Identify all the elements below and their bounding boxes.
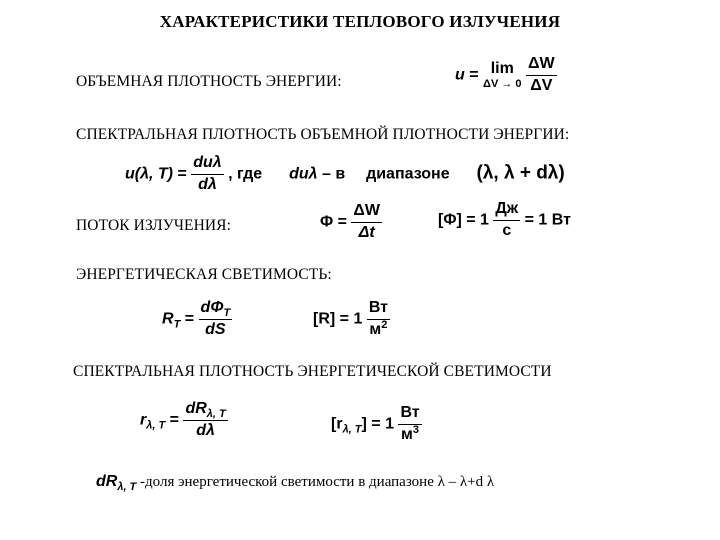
numerator: Дж: [493, 201, 520, 221]
formula-spectral-luminosity: [140, 401, 228, 440]
symbol-u-lambda-T: u(λ, T): [125, 165, 173, 183]
footnote-term: dR: [96, 473, 118, 490]
footnote-text: -доля энергетической светимости в диапазоне λ – λ+d λ: [136, 474, 495, 490]
heading-volume-density: ОБЪЕМНАЯ ПЛОТНОСТЬ ЭНЕРГИИ:: [76, 73, 342, 90]
symbol-u: u: [455, 66, 465, 84]
fraction-J-s: [493, 201, 520, 240]
equals-sign: =: [169, 411, 179, 429]
unit-radiation-flux: [438, 201, 571, 240]
page-title: ХАРАКТЕРИСТИКИ ТЕПЛОВОГО ИЗЛУЧЕНИЯ: [159, 12, 561, 31]
equals-sign: =: [184, 310, 195, 328]
lim-word: lim: [490, 60, 514, 78]
unit-lhs-open: [r: [331, 415, 343, 433]
lim-condition: ΔV → 0: [483, 78, 522, 91]
fraction-W-m3: [398, 405, 421, 444]
unit-eq: = 1: [339, 310, 363, 328]
formula-energetic-luminosity: [162, 300, 232, 339]
symbol-phi: Φ: [320, 213, 334, 231]
denominator-exponent: 3: [412, 423, 420, 436]
range-word: диапазоне: [366, 165, 450, 183]
numerator-subscript: T: [223, 307, 231, 319]
formula-radiation-flux: [320, 203, 382, 242]
symbol-r: r: [140, 411, 147, 429]
fraction-dW-dV: [526, 56, 557, 95]
heading-spectral-volume-density: СПЕКТРАЛЬНАЯ ПЛОТНОСТЬ ОБЪЕМНОЙ ПЛОТНОСТИ ЭНЕРГИИ:: [76, 126, 570, 143]
unit-lhs-close: ]: [361, 415, 367, 433]
fraction-du-dlambda: [191, 155, 223, 194]
numerator-main: dR: [185, 400, 207, 417]
unit-spectral-luminosity: [331, 405, 422, 444]
numerator-main: dΦ: [200, 299, 224, 316]
formula-spectral-volume-density: [125, 155, 565, 194]
heading-radiation-flux: ПОТОК ИЗЛУЧЕНИЯ:: [76, 217, 231, 234]
numerator: Вт: [367, 300, 390, 320]
equals-sign: =: [337, 213, 347, 231]
unit-result: = 1 Вт: [524, 211, 571, 229]
denominator-base: м: [369, 320, 382, 338]
unit-energetic-luminosity: [313, 300, 390, 339]
unit-lhs-subscript: λ, T: [342, 423, 362, 436]
unit-lhs: [R]: [313, 310, 336, 328]
equals-sign: =: [469, 66, 479, 84]
subscript-lambda-T: λ, T: [146, 419, 166, 432]
fraction-dR-dlambda: [183, 401, 227, 440]
fraction-dPhi-dS: [199, 300, 233, 339]
denominator: dλ: [198, 175, 217, 193]
interval-expression: (λ, λ + dλ): [476, 162, 565, 184]
denominator-exponent: 2: [381, 318, 388, 331]
heading-spectral-luminosity: СПЕКТРАЛЬНАЯ ПЛОТНОСТЬ ЭНЕРГЕТИЧЕСКОЙ СВЕТИМОСТИ: [73, 363, 552, 380]
heading-energetic-luminosity: ЭНЕРГЕТИЧЕСКАЯ СВЕТИМОСТЬ:: [76, 266, 332, 283]
term-du-lambda: duλ: [289, 165, 318, 183]
unit-eq: = 1: [371, 415, 394, 433]
denominator: dS: [205, 320, 226, 338]
where-word: , где: [228, 165, 263, 183]
dash-in-word: – в: [321, 165, 346, 183]
equals-sign: =: [177, 165, 187, 183]
fraction-dW-dt: [351, 203, 382, 242]
numerator: [183, 401, 227, 421]
denominator: [367, 320, 389, 339]
symbol-R: R: [162, 310, 174, 328]
footnote-term-subscript: λ, T: [117, 481, 137, 493]
denominator: с: [502, 221, 512, 239]
denominator: ΔV: [530, 76, 553, 94]
denominator: [399, 425, 421, 444]
denominator-base: м: [401, 425, 413, 443]
numerator-subscript: λ, T: [206, 408, 226, 420]
denominator: dλ: [196, 421, 215, 439]
numerator: [199, 300, 233, 320]
fraction-W-m2: [367, 300, 390, 339]
limit-operator: [483, 60, 521, 90]
numerator: duλ: [191, 155, 223, 175]
formula-volume-density: [455, 56, 557, 95]
numerator: ΔW: [526, 56, 557, 76]
numerator: Вт: [398, 405, 421, 425]
footnote-definition: [96, 473, 494, 491]
unit-lhs: [Φ]: [438, 211, 462, 229]
numerator: ΔW: [351, 203, 382, 223]
denominator: Δt: [358, 223, 375, 241]
subscript-T: T: [173, 318, 181, 331]
unit-eq: = 1: [466, 211, 489, 229]
